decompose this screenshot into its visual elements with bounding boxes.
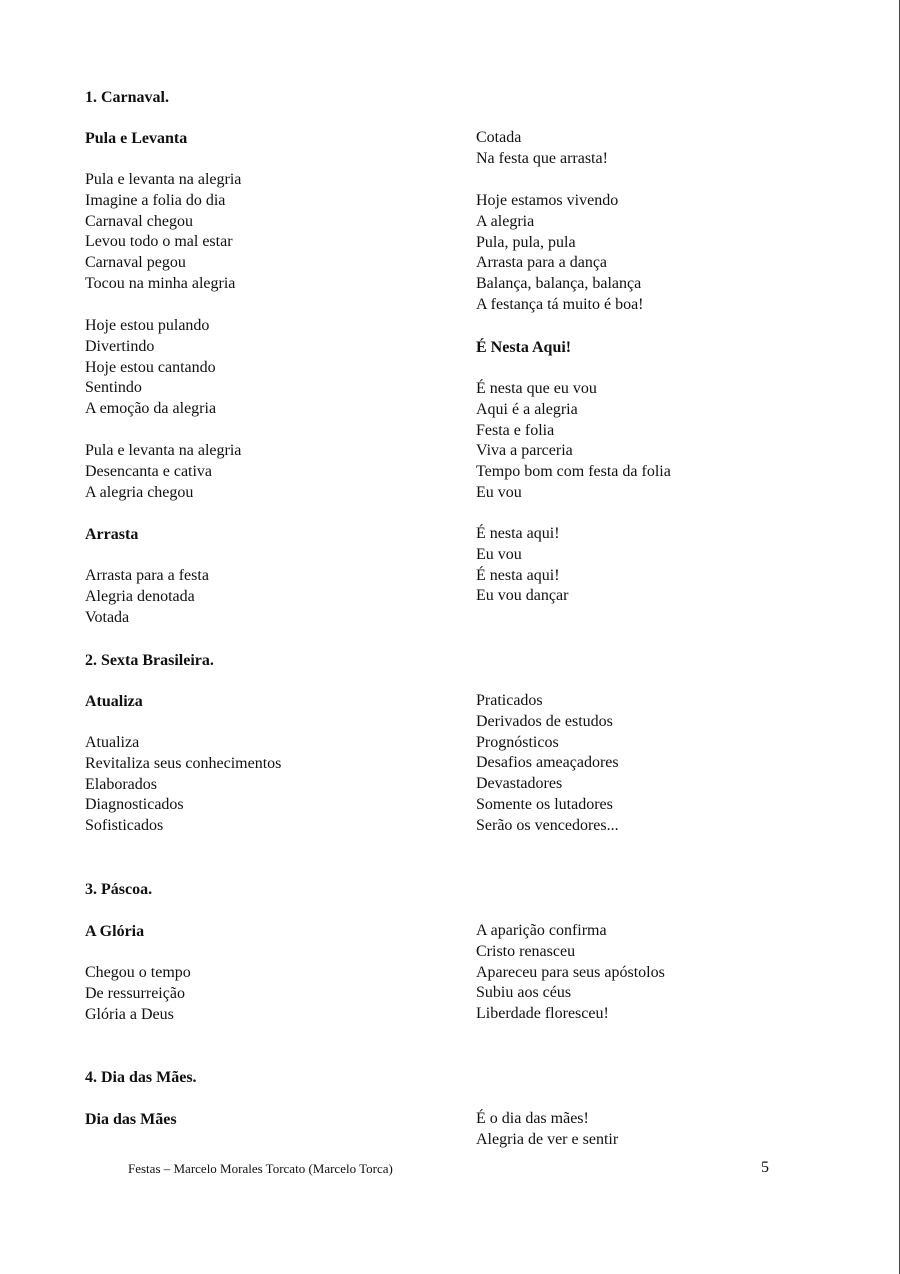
- verse-line: Subiu aos céus: [476, 984, 572, 1002]
- verse-line: Aqui é a alegria: [476, 400, 578, 418]
- stanza: [476, 191, 644, 316]
- verse-line: Levou todo o mal estar: [85, 233, 233, 251]
- verse-line: É nesta aqui!: [476, 525, 560, 542]
- verse-line: A alegria chegou: [85, 483, 194, 501]
- verse-line: Glória a Deus: [85, 1005, 174, 1023]
- verse-line: Alegria de ver e sentir: [476, 1130, 619, 1148]
- stanza: [476, 524, 568, 607]
- stanza: [85, 316, 216, 420]
- verse-line: Eu vou: [476, 483, 522, 501]
- verse-line: Desencanta e cativa: [85, 462, 213, 480]
- stanza: [476, 379, 671, 504]
- verse-line: É nesta aqui!: [476, 566, 560, 584]
- song-title-gloria: A Glória: [85, 923, 145, 940]
- verse-line: Elaborados: [85, 775, 157, 793]
- verse-line: Tocou na minha alegria: [85, 274, 236, 292]
- verse-line: Festa e folia: [476, 421, 555, 439]
- verse-line: Desafios ameaçadores: [476, 754, 619, 772]
- section-heading-sexta: 2. Sexta Brasileira.: [85, 652, 214, 669]
- song-title-arrasta: Arrasta: [85, 526, 139, 543]
- verse-line: Divertindo: [85, 337, 155, 355]
- verse-line: Hoje estou pulando: [85, 317, 210, 334]
- verse-line: Cristo renasceu: [476, 942, 576, 960]
- page-footer: Festas – Marcelo Morales Torcato (Marcelo Torca): [128, 1161, 393, 1176]
- verse-line: É nesta que eu vou: [476, 380, 597, 397]
- verse-line: Diagnosticados: [85, 796, 184, 814]
- verse-line: Chegou o tempo: [85, 964, 191, 981]
- verse-line: Eu vou: [476, 545, 522, 563]
- stanza: [85, 566, 209, 628]
- verse-line: Praticados: [476, 692, 543, 709]
- section-heading-pascoa: 3. Páscoa.: [85, 881, 153, 898]
- verse-line: Somente os lutadores: [476, 795, 613, 813]
- verse-line: Eu vou dançar: [476, 587, 569, 605]
- page-number: 5: [761, 1159, 769, 1176]
- verse-line: Cotada: [476, 129, 522, 146]
- verse-line: Atualiza: [85, 734, 140, 751]
- verse-line: Viva a parceria: [476, 442, 573, 460]
- stanza: [85, 441, 241, 503]
- stanza: [85, 733, 281, 837]
- verse-line: Derivados de estudos: [476, 712, 613, 730]
- section-heading-carnaval: 1. Carnaval.: [85, 89, 169, 106]
- verse-line: Hoje estamos vivendo: [476, 192, 619, 209]
- verse-line: Arrasta para a festa: [85, 567, 209, 584]
- verse-line: Prognósticos: [476, 733, 559, 751]
- song-title-pula-levanta: Pula e Levanta: [85, 130, 188, 147]
- stanza: [476, 128, 608, 170]
- verse-line: Devastadores: [476, 775, 563, 793]
- verse-line: Hoje estou cantando: [85, 358, 216, 376]
- song-title-dia-maes: Dia das Mães: [85, 1111, 177, 1128]
- verse-line: Tempo bom com festa da folia: [476, 463, 671, 481]
- stanza: [85, 170, 241, 295]
- stanza: [476, 921, 665, 1025]
- stanza: [85, 963, 191, 1025]
- verse-line: A aparição confirma: [476, 922, 607, 939]
- song-title-atualiza: Atualiza: [85, 693, 143, 710]
- verse-line: Serão os vencedores...: [476, 816, 619, 834]
- verse-line: É o dia das mães!: [476, 1110, 589, 1127]
- verse-line: Sentindo: [85, 379, 142, 397]
- verse-line: A emoção da alegria: [85, 400, 217, 418]
- verse-line: Votada: [85, 608, 130, 626]
- section-heading-maes: 4. Dia das Mães.: [85, 1069, 197, 1086]
- song-title-nesta-aqui: É Nesta Aqui!: [476, 339, 572, 356]
- verse-line: Liberdade floresceu!: [476, 1005, 609, 1023]
- verse-line: Pula, pula, pula: [476, 233, 576, 251]
- verse-line: A festança tá muito é boa!: [476, 295, 644, 313]
- verse-line: Sofisticados: [85, 817, 164, 835]
- verse-line: Pula e levanta na alegria: [85, 171, 242, 188]
- verse-line: Arrasta para a dança: [476, 254, 608, 272]
- stanza: [476, 1109, 618, 1151]
- verse-line: Revitaliza seus conhecimentos: [85, 754, 282, 772]
- verse-line: Balança, balança, balança: [476, 275, 642, 293]
- verse-line: Apareceu para seus apóstolos: [476, 963, 665, 981]
- verse-line: A alegria: [476, 212, 535, 230]
- stanza: [476, 691, 619, 837]
- verse-line: Alegria denotada: [85, 587, 195, 605]
- verse-line: Pula e levanta na alegria: [85, 442, 242, 459]
- verse-line: Na festa que arrasta!: [476, 149, 608, 167]
- verse-line: De ressurreição: [85, 984, 185, 1002]
- verse-line: Carnaval pegou: [85, 254, 186, 272]
- verse-line: Carnaval chegou: [85, 212, 193, 230]
- verse-line: Imagine a folia do dia: [85, 191, 226, 209]
